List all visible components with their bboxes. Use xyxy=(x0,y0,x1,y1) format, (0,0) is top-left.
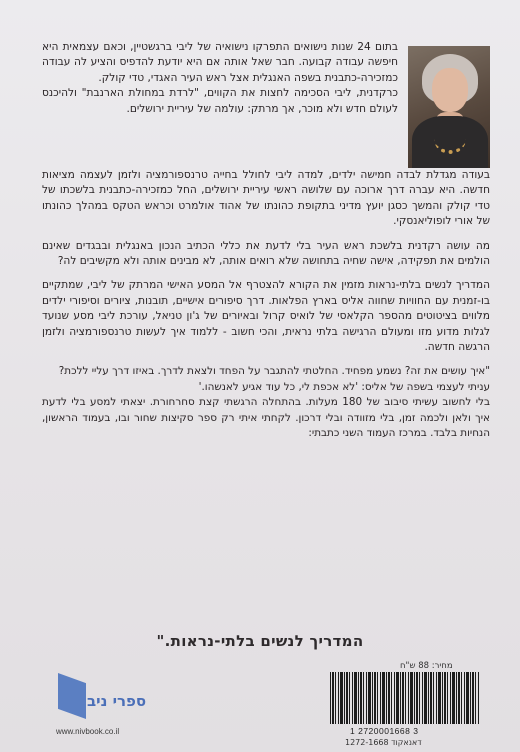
price-label: מחיר: 88 ש"ח xyxy=(400,661,453,671)
slogan-text: המדריך לנשים בלתי-נראות." xyxy=(156,632,364,650)
barcode-icon xyxy=(330,672,480,724)
paragraph-7: עניתי לעצמי בשפה של אליס: 'לא אכפת לי, כל עוד אגיע לאנשהו.' xyxy=(198,380,490,393)
author-photo xyxy=(408,46,490,168)
paragraph-1: בתום 24 שנות נישואים התפרקו נישואיה של ליבי ברגשטיין, וכאם עצמאית היא חיפשה עבודה קבועה. חבר שאל אותה אם היא יודעת להדפיס והציע לה עבודה כמזכירה-כתבנית בשפה האנגלית אצל ראש העיר האגדי, טדי קולק. xyxy=(42,41,398,84)
publisher-logo-icon xyxy=(58,673,86,719)
paragraph-4: מה עושה רקדנית בלשכת ראש העיר בלי לדעת את כללי הכתיב הנכון באנגלית ובבגדים שאינם הולמים את תפקידה, אישה שחיה בתחושה שלא רואים אותה, לא מבינים אותה ולא מקשיבים לה? xyxy=(42,239,490,268)
lead-section xyxy=(42,40,490,168)
paragraph-3: בעודה מגדלת לבדה חמישה ילדים, למדה ליבי לחולל בחייה טרנספורמציה ולזמן לעצמה מציאות חדשה. היא עברה דרך ארוכה עם שלושה ראשי עיריית ירושלים, החל כמזכירה-כתבנית בלשכתו של טדי קולק והמשך כסגן יועץ מדיני בתקופת כהונתו של אהוד אולמרט וכראש הטקס במהלך כהונתו של אורי לופוליאנסקי. xyxy=(42,169,490,228)
paragraph-6: "איך עושים את זה? נשמע מפחיד. החלטתי להתגבר על הפחד ולצאת לדרך. באיזו דרך עליי ללכת? xyxy=(58,365,490,378)
blurb-text xyxy=(42,40,490,442)
lead-paragraphs xyxy=(42,40,398,117)
publisher-url: www.nivbook.co.il xyxy=(56,727,120,736)
paragraph-8: בלי לחשוב עשיתי סיבוב של 180 מעלות. בהתחלה הרגשתי קצת סחרחורת. יצאתי למסע בלי לדעת איך ולאן ולכמה זמן, בלי מזוודה ובלי דרכון. לקחתי איתי רק ספר סקיצות שחור ובו, בעמוד הראשון, הנחיות בלבד. במרכז העמוד השני כתבתי: xyxy=(42,396,490,440)
barcode-number: 1 2720001668 3 xyxy=(350,726,419,736)
publisher-name: ספרי ניב xyxy=(87,692,147,710)
catalog-number: דאנאקוד 1272-1668 xyxy=(345,738,422,747)
paragraph-5: המדריך לנשים בלתי-נראות מזמין את הקורא להצטרף אל המסע האישי המרתק של ליבי, שמתקיים בו-זמנית עם החוויות שחווה אליס בארץ הפלאות. דרך סיפורים אישיים, תובנות, ציורים וסיפורי ילדים מלווים בציטוטים מהספר הקלאסי של לואיס קרול ובאיורים של ג'ון טניאל, עורכת ליבי מסע שנועד לגלות מדוע מזו ומעולם הרגישה בלתי נראית, והכי חשוב - ללמוד איך לעשות טרנספורמציה ולזמן הרגשה חדשה. xyxy=(42,279,490,354)
quote-block xyxy=(42,364,490,441)
paragraph-2: כרקדנית, ליבי הסכימה לחצות את הקווים, "לרדת במחולת הארנבת" ולהיכנס לעולם חדש ולא מוכר, אך מרתק: עולמה של עיריית ירושלים. xyxy=(42,87,398,115)
